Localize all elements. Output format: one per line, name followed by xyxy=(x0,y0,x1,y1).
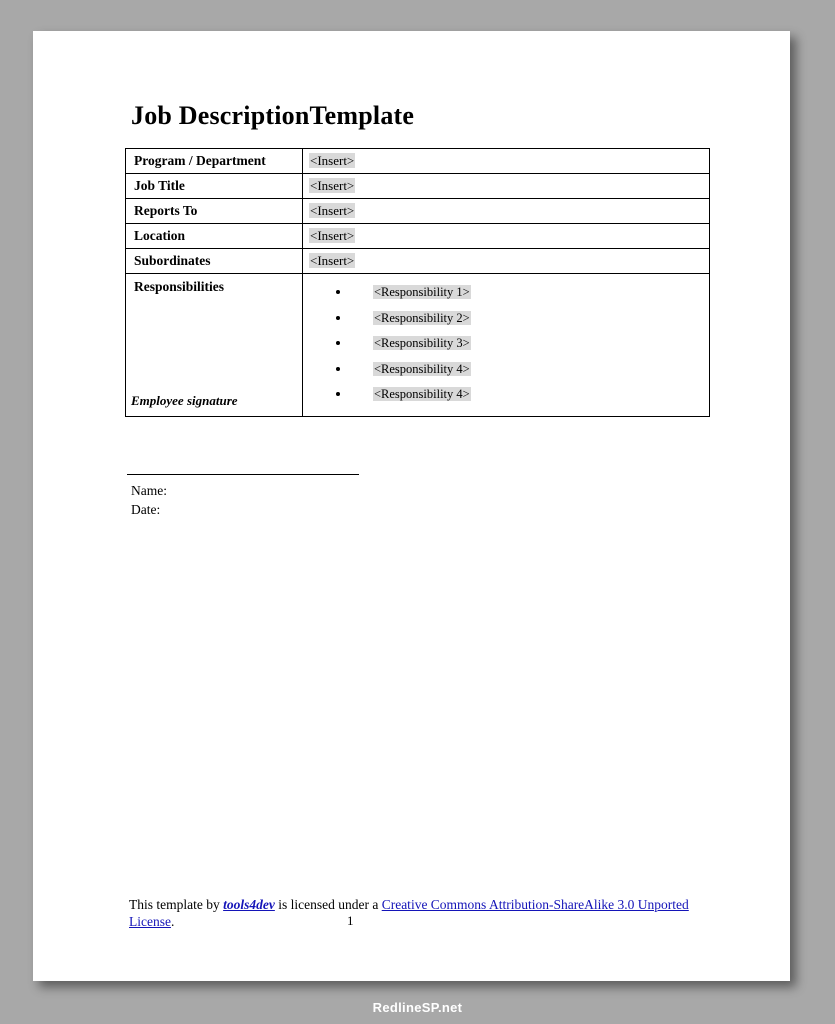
field-value[interactable] xyxy=(303,199,710,224)
footer-text-before: This template by xyxy=(129,897,224,912)
footer-text-after: . xyxy=(170,914,175,929)
table-row xyxy=(126,224,710,249)
responsibility-placeholder: <Responsibility 4> xyxy=(374,361,470,376)
responsibility-placeholder: <Responsibility 3> xyxy=(374,336,470,350)
employee-signature-heading: Employee signature xyxy=(131,393,238,408)
list-item[interactable] xyxy=(351,310,709,326)
insert-placeholder: <Insert> xyxy=(310,253,355,268)
responsibilities-list xyxy=(309,278,709,412)
responsibility-placeholder: <Responsibility 2> xyxy=(374,310,470,325)
insert-placeholder: <Insert> xyxy=(310,228,355,243)
list-item[interactable] xyxy=(351,361,709,377)
field-label: Reports To xyxy=(126,199,303,224)
table-row xyxy=(126,174,710,199)
list-item[interactable] xyxy=(351,386,709,402)
field-value[interactable] xyxy=(303,174,710,199)
table-row xyxy=(126,199,710,224)
field-label: Subordinates xyxy=(126,249,303,274)
table-row xyxy=(126,149,710,174)
field-label: Location xyxy=(126,224,303,249)
list-item[interactable] xyxy=(351,284,709,300)
responsibility-placeholder: <Responsibility 1> xyxy=(374,285,470,299)
field-value[interactable] xyxy=(303,224,710,249)
document-content xyxy=(33,31,790,981)
table-row xyxy=(126,249,710,274)
insert-placeholder: <Insert> xyxy=(310,203,355,218)
name-label: Name: xyxy=(131,483,167,498)
footer-license xyxy=(129,896,709,930)
responsibilities-cell[interactable] xyxy=(303,274,710,417)
date-label: Date: xyxy=(131,502,161,517)
tools4dev-link[interactable]: tools4dev xyxy=(223,897,275,912)
field-label: Job Title xyxy=(126,174,303,199)
job-info-table xyxy=(125,148,710,417)
responsibilities-label: Responsibilities xyxy=(126,274,303,417)
page-title: Job DescriptionTemplate xyxy=(131,101,415,130)
responsibility-placeholder: <Responsibility 4> xyxy=(374,387,470,401)
insert-placeholder: <Insert> xyxy=(310,153,355,168)
watermark: RedlineSP.net xyxy=(372,1000,463,1015)
insert-placeholder: <Insert> xyxy=(310,178,355,193)
page-number: 1 xyxy=(347,913,354,928)
list-item[interactable] xyxy=(351,335,709,351)
license-link[interactable]: Creative Commons Attribution-ShareAlike 3.0 Unported License xyxy=(129,897,689,929)
field-label: Program / Department xyxy=(126,149,303,174)
field-value[interactable] xyxy=(303,249,710,274)
signature-line xyxy=(127,474,359,475)
field-value[interactable] xyxy=(303,149,710,174)
document-page xyxy=(33,31,790,981)
footer-text-middle: is licensed under a xyxy=(274,897,382,912)
